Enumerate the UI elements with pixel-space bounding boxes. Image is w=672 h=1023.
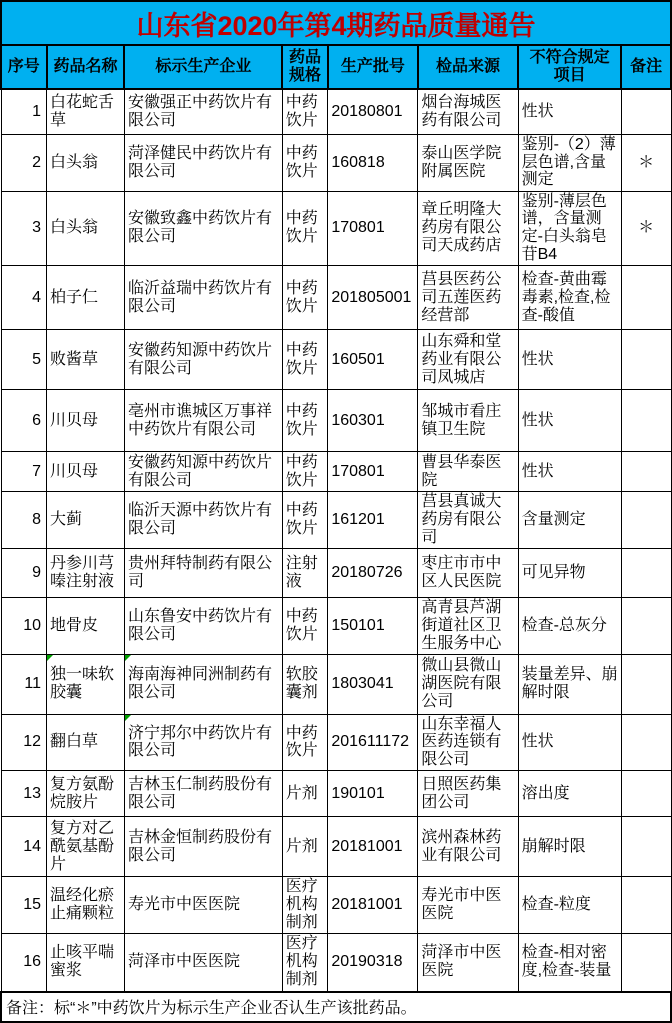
cell-source (418, 771, 518, 817)
cell-drug-name (47, 654, 125, 714)
cell-manufacturer-text: 菏泽健民中药饮片有限公司 (127, 144, 272, 180)
cell-remark (621, 452, 671, 492)
comment-flag-icon (125, 655, 131, 661)
cell-issue-text: 鉴别-（2）薄层色谱,含量测定 (521, 135, 616, 189)
cell-manufacturer-text: 山东鲁安中药饮片有限公司 (127, 607, 272, 643)
cell-batch (328, 597, 418, 654)
cell-spec-text: 注射液 (285, 554, 318, 590)
cell-batch-text: 20180726 (331, 563, 403, 581)
cell-serial-text: 11 (24, 675, 42, 693)
cell-source-text: 高青县芦湖街道社区卫生服务中心 (421, 598, 502, 652)
cell-drug-name (47, 548, 125, 597)
cell-spec (282, 330, 328, 390)
cell-source-text: 山东舜和堂药业有限公司凤城店 (421, 332, 502, 386)
cell-issue (518, 771, 621, 817)
cell-serial (1, 492, 47, 549)
cell-source-text: 日照医药集团公司 (421, 775, 502, 811)
cell-spec-text: 中药饮片 (285, 402, 318, 438)
cell-issue-text: 检查-粒度 (521, 896, 591, 914)
cell-serial-text: 7 (32, 462, 42, 480)
cell-batch-text: 150101 (331, 616, 385, 634)
cell-serial (1, 330, 47, 390)
cell-batch-text: 160301 (331, 411, 385, 429)
cell-drug-name (47, 492, 125, 549)
comment-flag-icon (47, 655, 53, 661)
page-title: 山东省2020年第4期药品质量通告 (1, 1, 671, 45)
cell-manufacturer-text: 临沂天源中药饮片有限公司 (127, 502, 272, 537)
cell-manufacturer (124, 452, 282, 492)
cell-issue (518, 654, 621, 714)
cell-spec-text: 医疗机构制剂 (285, 878, 318, 932)
cell-remark (621, 654, 671, 714)
cell-spec-text: 中药饮片 (285, 210, 318, 246)
header-spec: 药品规格 (282, 45, 328, 89)
cell-source (418, 266, 518, 330)
cell-issue (518, 89, 621, 134)
cell-remark (621, 330, 671, 390)
cell-drug-name (47, 597, 125, 654)
cell-issue-text: 性状 (521, 102, 554, 120)
cell-source-text: 邹城市看庄镇卫生院 (421, 402, 502, 438)
cell-spec (282, 89, 328, 134)
header-manufacturer: 标示生产企业 (124, 45, 282, 89)
cell-issue-text: 检查-黄曲霉毒素,检查,检查-酸值 (521, 270, 611, 324)
cell-source (418, 934, 518, 992)
cell-serial-text: 13 (23, 784, 42, 802)
cell-source-text: 曹县华泰医院 (421, 453, 502, 489)
cell-issue-text: 检查-相对密度,检查-装量 (521, 944, 612, 980)
cell-serial (1, 654, 47, 714)
cell-source (418, 714, 518, 771)
cell-batch-text: 160818 (331, 153, 385, 171)
cell-drug-name-text: 温经化瘀止痛颗粒 (50, 887, 115, 923)
cell-serial (1, 817, 47, 877)
cell-serial-text: 1 (32, 102, 42, 120)
cell-serial (1, 452, 47, 492)
cell-remark (621, 191, 671, 266)
cell-issue-text: 可见异物 (521, 563, 586, 581)
cell-spec (282, 597, 328, 654)
cell-manufacturer (124, 266, 282, 330)
cell-serial (1, 89, 47, 134)
cell-spec (282, 492, 328, 549)
cell-batch-text: 20190318 (331, 953, 403, 971)
cell-remark (621, 714, 671, 771)
header-issue: 不符合规定项目 (518, 45, 621, 89)
cell-serial-text: 5 (32, 350, 42, 368)
cell-drug-name-text: 翻白草 (50, 733, 99, 751)
cell-remark (621, 492, 671, 549)
cell-source-text: 章丘明隆大药房有限公司天成药店 (421, 201, 502, 255)
header-row (1, 45, 671, 89)
cell-remark (621, 817, 671, 877)
cell-batch-text: 20181001 (331, 837, 403, 855)
cell-drug-name-text: 复方对乙酰氨基酚片 (50, 819, 115, 873)
cell-manufacturer-text: 寿光市中医医院 (127, 896, 240, 914)
header-source: 检品来源 (418, 45, 518, 89)
cell-spec-text: 医疗机构制剂 (285, 935, 318, 989)
cell-source-text: 枣庄市市中区人民医院 (421, 554, 502, 590)
cell-manufacturer-text: 海南海神同洲制药有限公司 (127, 666, 272, 702)
cell-drug-name (47, 390, 125, 452)
cell-manufacturer-text: 安徽强正中药饮片有限公司 (127, 93, 272, 129)
cell-issue-text: 检查-总灰分 (521, 616, 607, 634)
cell-issue (518, 452, 621, 492)
cell-batch-text: 1803041 (331, 675, 394, 693)
cell-remark (621, 89, 671, 134)
cell-batch (328, 452, 418, 492)
cell-source (418, 492, 518, 549)
cell-manufacturer (124, 134, 282, 191)
cell-drug-name (47, 266, 125, 330)
table-row (1, 390, 671, 452)
cell-drug-name-text: 复方氨酚烷胺片 (50, 775, 115, 811)
table-row (1, 452, 671, 492)
cell-source (418, 134, 518, 191)
cell-drug-name (47, 134, 125, 191)
cell-spec (282, 771, 328, 817)
cell-issue-text: 崩解时限 (521, 837, 586, 855)
cell-spec (282, 934, 328, 992)
cell-source-text: 菏泽市中医医院 (421, 944, 502, 980)
cell-batch (328, 390, 418, 452)
cell-manufacturer (124, 654, 282, 714)
cell-drug-name (47, 89, 125, 134)
cell-serial-text: 12 (23, 733, 42, 751)
cell-batch (328, 191, 418, 266)
cell-manufacturer (124, 492, 282, 549)
cell-batch (328, 771, 418, 817)
cell-source-text: 泰山医学院附属医院 (421, 144, 502, 180)
title-row (1, 1, 671, 45)
cell-manufacturer-text: 临沂益瑞中药饮片有限公司 (127, 279, 272, 315)
cell-serial-text: 10 (23, 616, 42, 634)
table-row (1, 266, 671, 330)
cell-remark (621, 134, 671, 191)
table-body (1, 89, 671, 992)
table-row (1, 89, 671, 134)
cell-manufacturer-text: 吉林金恒制药股份有限公司 (127, 828, 272, 864)
cell-issue (518, 817, 621, 877)
cell-source-text: 莒县医药公司五莲医药经营部 (421, 270, 502, 324)
cell-batch (328, 134, 418, 191)
cell-manufacturer-text: 安徽致鑫中药饮片有限公司 (127, 210, 272, 246)
cell-batch (328, 492, 418, 549)
cell-manufacturer (124, 330, 282, 390)
cell-manufacturer-text: 安徽药知源中药饮片有限公司 (127, 453, 272, 489)
cell-batch (328, 266, 418, 330)
cell-spec-text: 中药饮片 (285, 279, 318, 315)
cell-source-text: 寿光市中医医院 (421, 887, 502, 923)
cell-issue (518, 390, 621, 452)
cell-drug-name (47, 714, 125, 771)
footnote-row (1, 992, 671, 1022)
cell-manufacturer (124, 817, 282, 877)
cell-manufacturer (124, 934, 282, 992)
table-row (1, 134, 671, 191)
table-row (1, 492, 671, 549)
cell-issue-text: 性状 (521, 462, 554, 480)
cell-batch-text: 190101 (331, 784, 385, 802)
cell-batch-text: 160501 (331, 350, 385, 368)
cell-source (418, 877, 518, 934)
cell-spec-text: 软胶囊剂 (285, 666, 318, 702)
cell-drug-name (47, 452, 125, 492)
cell-manufacturer (124, 548, 282, 597)
cell-serial (1, 771, 47, 817)
cell-spec-text: 中药饮片 (285, 724, 318, 760)
table-row (1, 877, 671, 934)
cell-batch-text: 20180801 (331, 102, 403, 120)
cell-serial (1, 191, 47, 266)
cell-remark-text: ＊ (638, 219, 655, 237)
cell-batch (328, 654, 418, 714)
cell-manufacturer (124, 714, 282, 771)
cell-serial-text: 16 (23, 953, 42, 971)
cell-batch (328, 934, 418, 992)
cell-serial (1, 134, 47, 191)
cell-issue (518, 134, 621, 191)
cell-issue (518, 597, 621, 654)
cell-remark (621, 934, 671, 992)
cell-spec (282, 654, 328, 714)
cell-spec-text: 中药饮片 (285, 453, 318, 489)
cell-batch-text: 170801 (331, 219, 385, 237)
cell-spec (282, 134, 328, 191)
cell-spec (282, 548, 328, 597)
cell-serial-text: 9 (32, 563, 42, 581)
cell-drug-name-text: 丹参川芎嗪注射液 (50, 554, 115, 590)
cell-source (418, 597, 518, 654)
cell-remark (621, 771, 671, 817)
cell-source (418, 330, 518, 390)
cell-manufacturer-text: 菏泽市中医医院 (127, 953, 240, 971)
cell-source-text: 山东幸福人医药连锁有限公司 (421, 715, 502, 769)
cell-serial-text: 14 (23, 837, 42, 855)
header-batch: 生产批号 (328, 45, 418, 89)
cell-manufacturer-text: 吉林玉仁制药股份有限公司 (127, 775, 272, 811)
cell-batch-text: 20181001 (331, 896, 403, 914)
cell-serial (1, 548, 47, 597)
cell-issue-text: 性状 (521, 411, 554, 429)
cell-source (418, 452, 518, 492)
cell-source-text: 莒县真诚大药房有限公司 (421, 493, 502, 546)
cell-manufacturer (124, 89, 282, 134)
cell-source-text: 滨州森林药业有限公司 (421, 828, 502, 864)
header-serial: 序号 (1, 45, 47, 89)
cell-issue (518, 548, 621, 597)
cell-spec-text: 片剂 (285, 837, 318, 855)
cell-serial (1, 266, 47, 330)
cell-spec (282, 191, 328, 266)
cell-remark (621, 877, 671, 934)
cell-batch-text: 201805001 (331, 288, 412, 306)
cell-spec-text: 中药饮片 (285, 607, 318, 643)
cell-manufacturer-text: 贵州拜特制药有限公司 (127, 554, 272, 590)
cell-remark-text: ＊ (638, 153, 655, 171)
cell-batch (328, 714, 418, 771)
table-row (1, 597, 671, 654)
cell-remark (621, 266, 671, 330)
cell-issue-text: 性状 (521, 733, 554, 751)
cell-manufacturer (124, 597, 282, 654)
cell-batch (328, 548, 418, 597)
cell-serial (1, 390, 47, 452)
cell-source (418, 817, 518, 877)
cell-issue (518, 191, 621, 266)
table-row (1, 654, 671, 714)
cell-spec (282, 390, 328, 452)
cell-serial-text: 8 (32, 511, 42, 529)
cell-issue-text: 性状 (521, 350, 554, 368)
cell-drug-name-text: 川贝母 (50, 462, 99, 480)
cell-batch-text: 170801 (331, 462, 385, 480)
cell-drug-name-text: 川贝母 (50, 411, 99, 429)
cell-issue (518, 714, 621, 771)
cell-remark (621, 548, 671, 597)
cell-issue (518, 266, 621, 330)
cell-serial (1, 934, 47, 992)
cell-spec-text: 片剂 (285, 784, 318, 802)
cell-drug-name (47, 877, 125, 934)
cell-batch-text: 201611172 (331, 733, 410, 751)
cell-batch (328, 877, 418, 934)
cell-remark (621, 390, 671, 452)
cell-batch (328, 330, 418, 390)
cell-issue (518, 492, 621, 549)
table-row (1, 817, 671, 877)
cell-spec (282, 714, 328, 771)
cell-spec-text: 中药饮片 (285, 144, 318, 180)
cell-manufacturer-text: 亳州市谯城区万事祥中药饮片有限公司 (127, 402, 272, 438)
cell-issue (518, 877, 621, 934)
cell-drug-name-text: 白花蛇舌草 (50, 93, 115, 129)
cell-issue-text: 溶出度 (521, 784, 570, 802)
cell-drug-name-text: 独一味软胶囊 (50, 666, 115, 702)
cell-drug-name (47, 191, 125, 266)
cell-issue (518, 934, 621, 992)
cell-serial-text: 2 (32, 153, 42, 171)
cell-source (418, 191, 518, 266)
cell-issue-text: 装量差异、崩解时限 (521, 666, 618, 702)
cell-drug-name-text: 柏子仁 (50, 288, 99, 306)
cell-spec (282, 817, 328, 877)
cell-drug-name-text: 白头翁 (50, 219, 99, 237)
cell-source-text: 微山县微山湖医院有限公司 (421, 657, 502, 711)
cell-serial (1, 597, 47, 654)
cell-issue-text: 鉴别-薄层色谱，含量测定-白头翁皂苷B4 (521, 192, 607, 264)
cell-drug-name-text: 败酱草 (50, 350, 99, 368)
cell-source-text: 烟台海城医药有限公司 (421, 93, 502, 129)
cell-drug-name (47, 771, 125, 817)
table-row (1, 330, 671, 390)
cell-serial-text: 3 (32, 219, 42, 237)
cell-manufacturer (124, 390, 282, 452)
cell-manufacturer (124, 877, 282, 934)
cell-drug-name (47, 817, 125, 877)
cell-manufacturer-text: 安徽药知源中药饮片有限公司 (127, 341, 272, 377)
table-row (1, 548, 671, 597)
cell-source (418, 548, 518, 597)
table-row (1, 191, 671, 266)
cell-source (418, 390, 518, 452)
cell-source (418, 654, 518, 714)
cell-drug-name-text: 白头翁 (50, 153, 99, 171)
cell-drug-name-text: 大蓟 (50, 511, 83, 529)
cell-spec-text: 中药饮片 (285, 341, 318, 377)
comment-flag-icon (125, 715, 131, 721)
cell-spec (282, 266, 328, 330)
cell-manufacturer-text: 济宁邦尔中药饮片有限公司 (127, 724, 272, 760)
table-row (1, 771, 671, 817)
cell-serial (1, 877, 47, 934)
cell-drug-name (47, 330, 125, 390)
cell-serial-text: 4 (32, 288, 42, 306)
cell-source (418, 89, 518, 134)
header-drug-name: 药品名称 (47, 45, 125, 89)
cell-spec-text: 中药饮片 (285, 502, 318, 537)
cell-issue (518, 330, 621, 390)
footnote: 备注：标“＊”中药饮片为标示生产企业否认生产该批药品。 (1, 992, 671, 1022)
cell-spec (282, 877, 328, 934)
cell-manufacturer (124, 771, 282, 817)
table-row (1, 934, 671, 992)
cell-serial-text: 6 (32, 411, 42, 429)
cell-remark (621, 597, 671, 654)
header-remark: 备注 (621, 45, 671, 89)
cell-spec-text: 中药饮片 (285, 93, 318, 129)
cell-serial (1, 714, 47, 771)
cell-batch (328, 817, 418, 877)
cell-serial-text: 15 (23, 896, 42, 914)
cell-batch-text: 161201 (331, 511, 385, 529)
cell-drug-name-text: 地骨皮 (50, 616, 99, 634)
cell-drug-name-text: 止咳平喘蜜浆 (50, 944, 115, 980)
cell-manufacturer (124, 191, 282, 266)
cell-batch (328, 89, 418, 134)
table-row (1, 714, 671, 771)
cell-issue-text: 含量测定 (521, 511, 586, 529)
cell-drug-name (47, 934, 125, 992)
cell-spec (282, 452, 328, 492)
